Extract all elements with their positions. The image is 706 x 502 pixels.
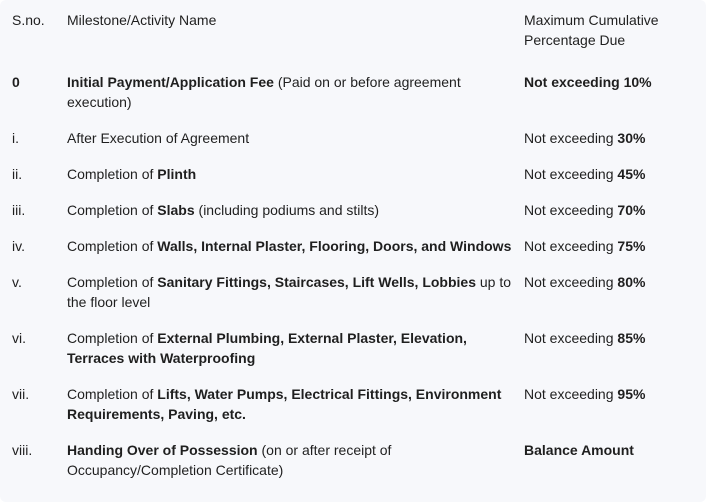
row-sno: ii.	[12, 166, 23, 182]
row-name-prefix: Completion of	[67, 274, 158, 290]
row-name-prefix: Completion of	[67, 202, 158, 218]
row-pct-bold: 30%	[617, 130, 646, 146]
row-pct-prefix: Not exceeding	[524, 274, 618, 290]
table-row	[0, 66, 706, 122]
row-pct-prefix: Not exceeding	[524, 166, 618, 182]
row-name-bold: External Plumbing, External Plaster, Elevation, Terraces with Waterproofing	[67, 330, 467, 366]
row-percentage	[524, 122, 706, 158]
row-sno: i.	[12, 130, 19, 146]
row-milestone-name	[67, 322, 524, 378]
table-row	[0, 230, 706, 266]
row-pct-bold: 45%	[617, 166, 646, 182]
table-row	[0, 266, 706, 322]
row-name-bold: Walls, Internal Plaster, Flooring, Doors, and Windows	[157, 238, 512, 254]
row-name-bold: Initial Payment/Application Fee	[67, 74, 274, 90]
row-name-prefix: Completion of	[67, 330, 158, 346]
row-pct-prefix: Not exceeding	[524, 330, 618, 346]
table-row	[0, 322, 706, 378]
row-pct-bold: Not exceeding 10%	[524, 74, 652, 90]
row-milestone-name	[67, 158, 524, 194]
row-pct-bold: Balance Amount	[524, 442, 634, 458]
table-body	[0, 66, 706, 490]
table-row	[0, 434, 706, 490]
row-name-prefix: Completion of	[67, 386, 158, 402]
row-sno: vi.	[12, 330, 26, 346]
header-milestone-name: Milestone/Activity Name	[67, 12, 217, 28]
row-milestone-name	[67, 230, 524, 266]
row-sno: iii.	[12, 202, 26, 218]
row-name-prefix: Completion of	[67, 166, 158, 182]
row-pct-prefix: Not exceeding	[524, 202, 618, 218]
row-name-suffix: up to the floor level	[67, 274, 512, 310]
header-percentage: Maximum Cumulative Percentage Due	[524, 12, 659, 48]
row-name-suffix: (including podiums and stilts)	[194, 202, 380, 218]
row-sno	[0, 66, 67, 122]
header-sno: S.no.	[12, 12, 45, 28]
row-percentage	[524, 378, 706, 434]
row-sno-text: 0	[12, 74, 20, 90]
row-milestone-name	[67, 122, 524, 158]
row-sno: viii.	[12, 442, 33, 458]
row-milestone-name	[67, 194, 524, 230]
table-row	[0, 122, 706, 158]
row-milestone-name	[67, 266, 524, 322]
row-percentage	[524, 194, 706, 230]
row-pct-prefix: Not exceeding	[524, 130, 618, 146]
row-name-bold: Lifts, Water Pumps, Electrical Fittings, Environment Requirements, Paving, etc.	[67, 386, 502, 422]
row-pct-bold: 75%	[617, 238, 646, 254]
row-name-bold: Handing Over of Possession	[67, 442, 258, 458]
row-pct-prefix: Not exceeding	[524, 238, 618, 254]
table-row	[0, 378, 706, 434]
row-name-prefix: After Execution of Agreement	[67, 130, 250, 146]
table-row	[0, 194, 706, 230]
row-milestone-name	[67, 378, 524, 434]
row-percentage	[524, 66, 706, 122]
row-name-suffix: (Paid on or before agreement execution)	[67, 74, 461, 110]
header-row	[0, 0, 706, 66]
row-pct-bold: 70%	[617, 202, 646, 218]
table-header	[0, 0, 706, 66]
row-pct-bold: 85%	[617, 330, 646, 346]
row-sno: iv.	[12, 238, 25, 254]
row-percentage	[524, 266, 706, 322]
row-name-bold: Plinth	[157, 166, 197, 182]
row-pct-prefix: Not exceeding	[524, 386, 618, 402]
row-percentage	[524, 322, 706, 378]
row-sno: v.	[12, 274, 22, 290]
row-milestone-name	[67, 66, 524, 122]
row-milestone-name	[67, 434, 524, 490]
row-name-bold: Sanitary Fittings, Staircases, Lift Wells, Lobbies	[157, 274, 476, 290]
row-percentage	[524, 158, 706, 194]
row-percentage	[524, 230, 706, 266]
row-pct-bold: 80%	[617, 274, 646, 290]
row-sno: vii.	[12, 386, 30, 402]
row-name-suffix: (on or after receipt of Occupancy/Completion Certificate)	[67, 442, 392, 478]
row-percentage	[524, 434, 706, 490]
row-pct-bold: 95%	[617, 386, 646, 402]
table-row	[0, 158, 706, 194]
row-name-prefix: Completion of	[67, 238, 158, 254]
row-name-bold: Slabs	[157, 202, 195, 218]
